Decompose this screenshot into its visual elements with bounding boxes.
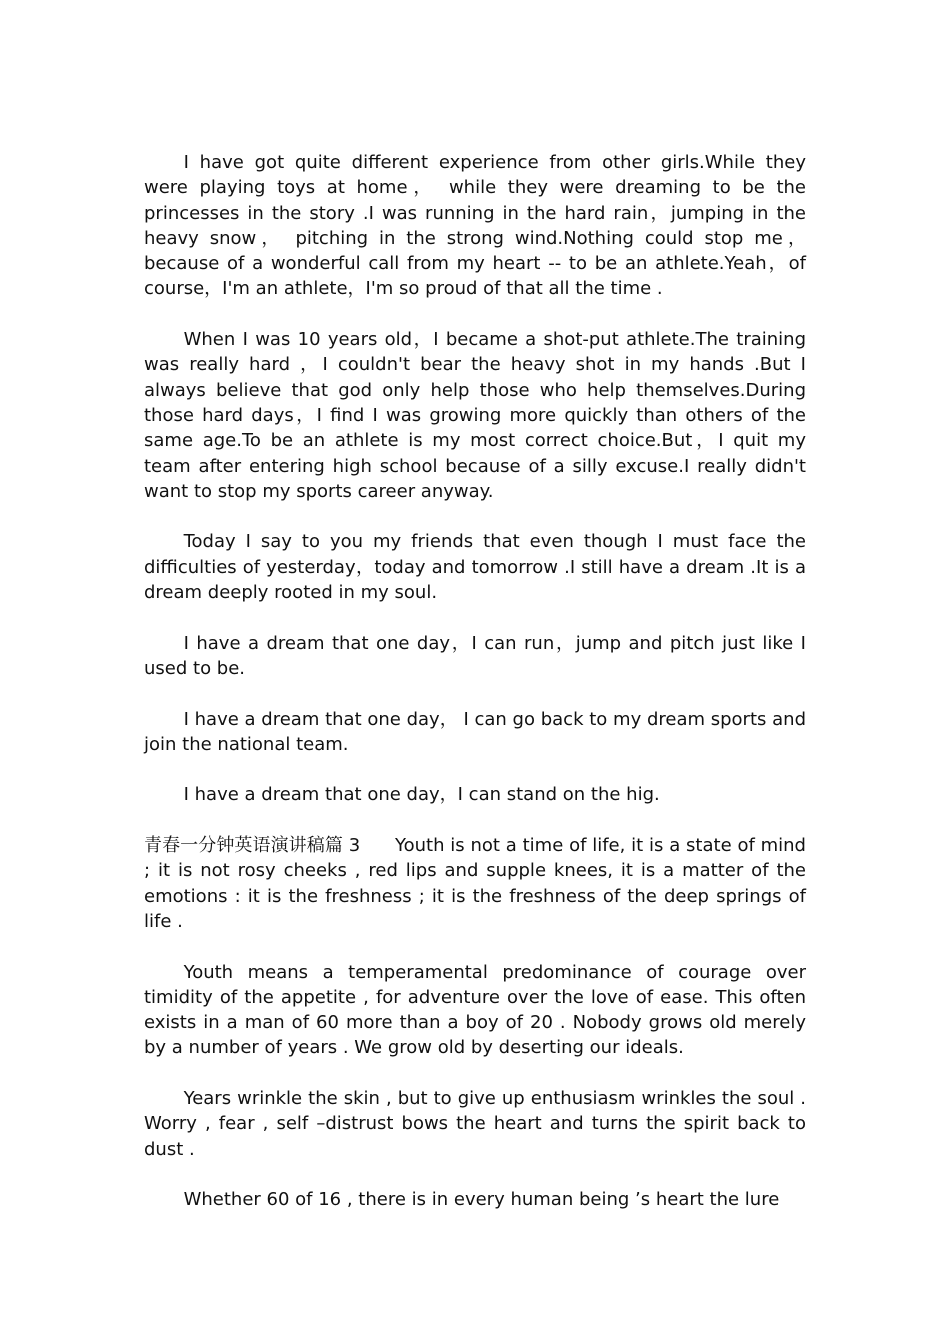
- paragraph-4: I have a dream that one day，I can run，jump and pitch just like I used to be.: [144, 632, 806, 679]
- paragraph-5: I have a dream that one day， I can go back to my dream sports and join the national team.: [144, 708, 806, 755]
- document-body: [144, 150, 806, 1238]
- paragraph-2: When I was 10 years old，I became a shot-put athlete.The training was really hard ，I couldn't bear the heavy shot in my hands .But I always believe that god only help those who help themselves.During those hard days，I find I was growing more quickly than others of the same age.To be an athlete is my most correct choice.But，I quit my team after entering high school because of a silly excuse.I really didn't want to stop my sports career anyway.: [144, 329, 806, 502]
- paragraph-1: I have got quite different experience from other girls.While they were playing toys at home， while they were dreaming to be the princesses in the story .I was running in the hard rain，jumping in the heavy snow， pitching in the strong wind.Nothing could stop me，because of a wonderful call from my heart -- to be an athlete.Yeah，of course，I'm an athlete，I'm so proud of that all the time .: [144, 152, 806, 300]
- paragraph-3: Today I say to you my friends that even though I must face the difficulties of yesterday，today and tomorrow .I still have a dream .It is a dream deeply rooted in my soul.: [144, 531, 806, 604]
- paragraph-7: [144, 833, 806, 934]
- paragraph-9: Years wrinkle the skin , but to give up enthusiasm wrinkles the soul . Worry , fear , self –distrust bows the heart and turns the spirit back to dust .: [144, 1087, 806, 1160]
- paragraph-8: Youth means a temperamental predominance of courage over timidity of the appetite , for adventure over the love of ease. This often exists in a man of 60 more than a boy of 20 . Nobody grows old merely by a number of years . We grow old by deserting our ideals.: [144, 961, 806, 1059]
- paragraph-6: I have a dream that one day，I can stand on the hig.: [183, 784, 660, 806]
- paragraph-10: Whether 60 of 16 , there is in every human being ’s heart the lure: [183, 1189, 780, 1211]
- section-heading: 青春一分钟英语演讲稿篇 3: [144, 835, 361, 857]
- paragraph-7-text: Youth is not a time of life, it is a state of mind ; it is not rosy cheeks , red lips and supple knees, it is a matter of the emotions : it is the freshness ; it is the freshness of the deep springs of life .: [144, 835, 806, 932]
